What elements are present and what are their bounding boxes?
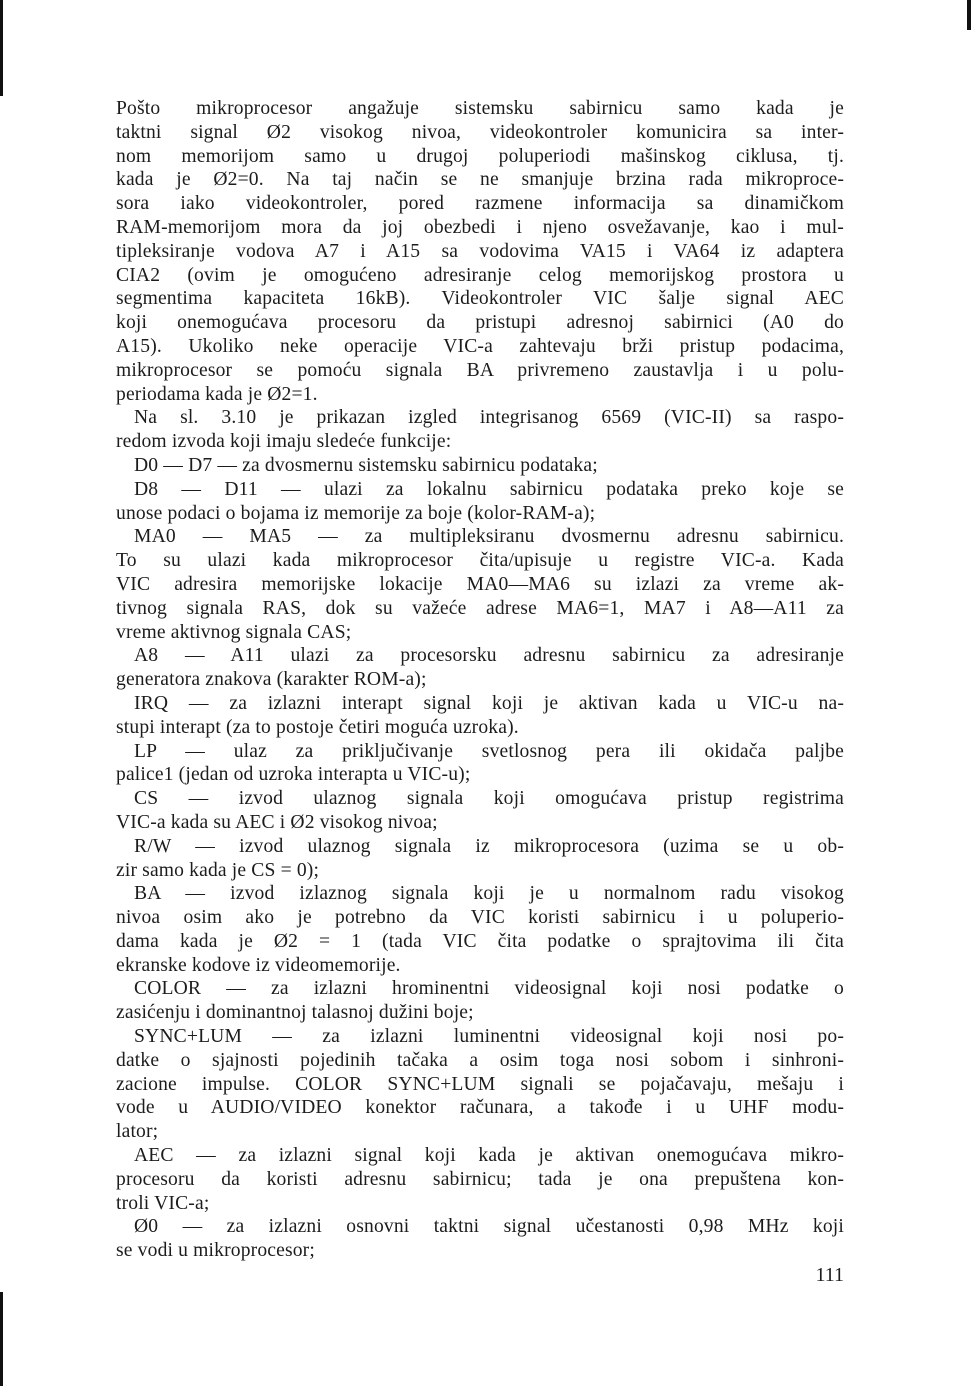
paragraph bbox=[116, 525, 844, 644]
text-line: Ø0 — za izlazni osnovni taktni signal učestanosti 0,98 MHz koji bbox=[134, 1216, 844, 1238]
paragraph bbox=[116, 835, 844, 883]
text-line: Pošto mikroprocesor angažuje sistemsku sabirnicu samo kada je bbox=[116, 98, 844, 119]
text-line: taktni signal Ø2 visokog nivoa, videokontroler komunicira sa inter- bbox=[116, 121, 844, 143]
page-body bbox=[116, 97, 844, 1263]
paragraph bbox=[116, 406, 844, 454]
text-line: lator; bbox=[116, 1121, 159, 1143]
text-line: vreme aktivnog signala CAS; bbox=[116, 621, 352, 643]
text-line: unose podaci o bojama iz memorije za boje (kolor-RAM-a); bbox=[116, 502, 596, 524]
text-line: tivnog signala RAS, dok su važeće adrese MA6=1, MA7 i A8—A11 za bbox=[116, 597, 844, 619]
text-line: dama kada je Ø2 = 1 (tada VIC čita podatke o sprajtovima ili čita bbox=[116, 930, 844, 952]
text-line: stupi interapt (za to postoje četiri moguća uzroka). bbox=[116, 716, 519, 738]
text-line: datke o sjajnosti pojedinih tačaka a osim toga nosi sobom i sinhroni- bbox=[116, 1049, 844, 1071]
scan-edge-mark bbox=[0, 0, 3, 96]
text-line: R/W — izvod ulaznog signala iz mikroprocesora (uzima se u ob- bbox=[134, 835, 844, 857]
text-line: A15). Ukoliko neke operacije VIC-a zahtevaju brži pristup podacima, bbox=[116, 335, 844, 357]
text-line: zir samo kada je CS = 0); bbox=[116, 859, 320, 881]
text-line: zasićenju i dominantnoj talasnoj dužini boje; bbox=[116, 1002, 474, 1024]
paragraph bbox=[116, 740, 844, 788]
paragraph bbox=[116, 692, 844, 740]
text-line: COLOR — za izlazni hrominentni videosignal koji nosi podatke o bbox=[134, 978, 844, 1000]
text-line: generatora znakova (karakter ROM-a); bbox=[116, 669, 427, 691]
text-line: sora iako videokontroler, pored razmene informacija sa dinamičkom bbox=[116, 193, 844, 215]
text-line: CIA2 (ovim je omogućeno adresiranje celog memorijskog prostora u bbox=[116, 264, 844, 286]
paragraph bbox=[116, 454, 844, 478]
paragraph bbox=[116, 977, 844, 1025]
paragraph bbox=[116, 1215, 844, 1263]
text-line: VIC adresira memorijske lokacije MA0—MA6 su izlazi za vreme ak- bbox=[116, 573, 844, 595]
scan-edge-mark bbox=[967, 0, 971, 30]
text-line: MA0 — MA5 — za multipleksiranu dvosmernu adresnu sabirnicu. bbox=[134, 526, 844, 548]
text-line: koji onemogućava procesoru da pristupi adresnoj sabirnici (A0 do bbox=[116, 312, 844, 334]
paragraph bbox=[116, 644, 844, 692]
text-line: zacione impulse. COLOR SYNC+LUM signali se pojačavaju, mešaju i bbox=[116, 1073, 844, 1095]
text-line: nivoa osim ako je potrebno da VIC koristi sabirnicu i u poluperio- bbox=[116, 907, 844, 929]
text-line: LP — ulaz za priključivanje svetlosnog pera ili okidača paljbe bbox=[134, 740, 844, 762]
text-line: segmentima kapaciteta 16kB). Videokontroler VIC šalje signal AEC bbox=[116, 288, 844, 310]
text-line: troli VIC-a; bbox=[116, 1192, 210, 1214]
text-line: AEC — za izlazni signal koji kada je aktivan onemogućava mikro- bbox=[134, 1145, 844, 1167]
text-line: kada je Ø2=0. Na taj način se ne smanjuje brzina rada mikroproce- bbox=[116, 169, 844, 191]
paragraph bbox=[116, 882, 844, 977]
page-number: 111 bbox=[815, 1264, 844, 1286]
text-line: nom memorijom samo u drugoj poluperiodi mašinskog ciklusa, tj. bbox=[116, 145, 844, 167]
text-line: se vodi u mikroprocesor; bbox=[116, 1240, 315, 1262]
text-line: palice1 (jedan od uzroka interapta u VIC-u); bbox=[116, 764, 471, 786]
paragraph bbox=[116, 787, 844, 835]
text-line: D8 — D11 — ulazi za lokalnu sabirnicu podataka preko koje se bbox=[134, 478, 844, 500]
text-line: D0 — D7 — za dvosmernu sistemsku sabirnicu podataka; bbox=[134, 454, 598, 476]
text-line: BA — izvod izlaznog signala koji je u normalnom radu visokog bbox=[134, 883, 844, 905]
text-line: To su ulazi kada mikroprocesor čita/upisuje u registre VIC-a. Kada bbox=[116, 550, 844, 572]
text-line: VIC-a kada su AEC i Ø2 visokog nivoa; bbox=[116, 811, 438, 833]
text-line: periodama kada je Ø2=1. bbox=[116, 383, 318, 405]
text-line: ekranske kodove iz videomemorije. bbox=[116, 954, 401, 976]
paragraph bbox=[116, 478, 844, 526]
text-line: redom izvoda koji imaju sledeće funkcije: bbox=[116, 431, 452, 453]
text-line: A8 — A11 ulazi za procesorsku adresnu sabirnicu za adresiranje bbox=[134, 645, 844, 667]
paragraph bbox=[116, 1144, 844, 1215]
text-line: RAM-memorijom mora da joj obezbedi i njeno osvežavanje, kao i mul- bbox=[116, 216, 844, 238]
text-line: IRQ — za izlazni interapt signal koji je aktivan kada u VIC-u na- bbox=[134, 692, 844, 714]
text-line: tipleksiranje vodova A7 i A15 sa vodovima VA15 i VA64 iz adaptera bbox=[116, 240, 844, 262]
text-line: SYNC+LUM — za izlazni luminentni videosignal koji nosi po- bbox=[134, 1026, 844, 1048]
paragraph bbox=[116, 97, 844, 406]
text-line: mikroprocesor se pomoću signala BA privremeno zaustavlja i u polu- bbox=[116, 359, 844, 381]
scan-edge-mark bbox=[0, 1292, 3, 1386]
text-line: Na sl. 3.10 je prikazan izgled integrisanog 6569 (VIC-II) sa raspo- bbox=[134, 407, 844, 429]
text-line: vode u AUDIO/VIDEO konektor računara, a takođe i u UHF modu- bbox=[116, 1097, 844, 1119]
text-line: CS — izvod ulaznog signala koji omogućava pristup registrima bbox=[134, 788, 844, 810]
text-line: procesoru da koristi adresnu sabirnicu; tada je ona prepuštena kon- bbox=[116, 1168, 844, 1190]
paragraph bbox=[116, 1025, 844, 1144]
